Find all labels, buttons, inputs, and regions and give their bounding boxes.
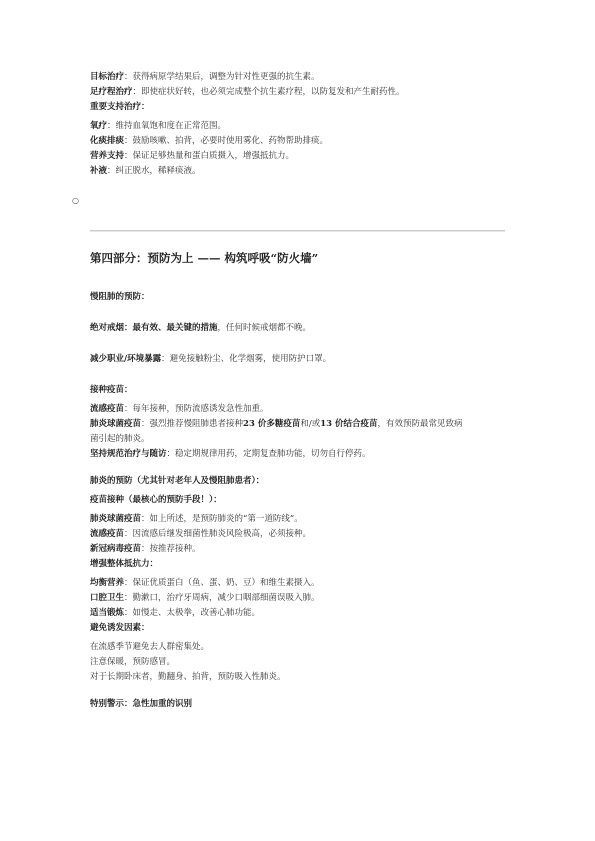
regular-treatment-line: 坚持规范治疗与随访：稳定期规律用药，定期复查肺功能，切勿自行停药。 [90,449,371,459]
support-heading: 重要支持治疗： [90,102,150,112]
avoid-triggers-heading: 避免诱发因素： [90,623,150,633]
oral-hygiene-line: 口腔卫生：勤漱口，治疗牙周病，减少口咽部细菌误吸入肺。 [90,593,320,603]
full-course-line: 足疗程治疗：即使症状好转，也必须完成整个抗生素疗程，以防复发和产生耐药性。 [90,87,405,97]
pneumo-vaccine-line-2: 肺炎球菌疫苗：如上所述，是预防肺炎的“第一道防线”。 [90,514,303,524]
covid-vaccine-line: 新冠病毒疫苗：按推荐接种。 [90,544,201,554]
fluid-line: 补液：纠正脱水，稀释痰液。 [90,166,201,176]
pneumo-vaccine-line-cont: 菌引起的肺炎。 [90,434,150,444]
section4-body [90,290,510,712]
bedridden-line: 对于长期卧床者，勤翻身、拍背，预防吸入性肺炎。 [90,672,286,682]
pneumo-vaccine-line: 肺炎球菌疫苗：强烈推荐慢阻肺患者接种23 价多糖疫苗和/或13 价结合疫苗，有效预防最常见致病 [90,419,463,429]
smoking-line: 绝对戒烟：最有效、最关键的措施，任何时候戒烟都不晚。 [90,323,312,333]
warning-heading: 特别警示：急性加重的识别 [90,699,193,709]
flu-vaccine-line-2: 流感疫苗：因流感后继发细菌性肺炎风险极高，必须接种。 [90,529,312,539]
pneumonia-prevention-heading: 肺炎的预防（尤其针对老年人及慢阻肺患者）： [90,476,265,486]
keep-warm-line: 注意保暖，预防感冒。 [90,657,176,667]
oxygen-line: 氧疗：维持血氧饱和度在正常范围。 [90,121,227,131]
list-bullet-icon: ○ [72,196,79,205]
sputum-line: 化痰排痰：鼓励咳嗽、拍背，必要时使用雾化、药物帮助排痰。 [90,136,329,146]
target-therapy-line: 目标治疗：获得病原学结果后，调整为针对性更强的抗生素。 [90,72,320,82]
immunity-heading: 增强整体抵抗力： [90,559,159,569]
avoid-crowds-line: 在流感季节避免去人群密集处。 [90,642,210,652]
vaccine-heading: 接种疫苗： [90,385,133,395]
vaccination-heading: 疫苗接种（最核心的预防手段！）： [90,495,222,505]
flu-vaccine-line: 流感疫苗：每年接种，预防流感诱发急性加重。 [90,404,269,414]
section-divider [90,230,505,232]
document-body [90,70,510,179]
exercise-line: 适当锻炼：如慢走、太极拳，改善心肺功能。 [90,608,261,618]
copd-prevention-heading: 慢阻肺的预防： [90,292,150,302]
nutrition-balance-line: 均衡营养：保证优质蛋白（鱼、蛋、奶、豆）和维生素摄入。 [90,578,320,588]
nutrition-line: 营养支持：保证足够热量和蛋白质摄入，增强抵抗力。 [90,151,295,161]
section-title: 第四部分：预防为上 —— 构筑呼吸“防火墙” [90,251,319,265]
exposure-line: 减少职业/环境暴露：避免接触粉尘、化学烟雾，使用防护口罩。 [90,354,332,364]
